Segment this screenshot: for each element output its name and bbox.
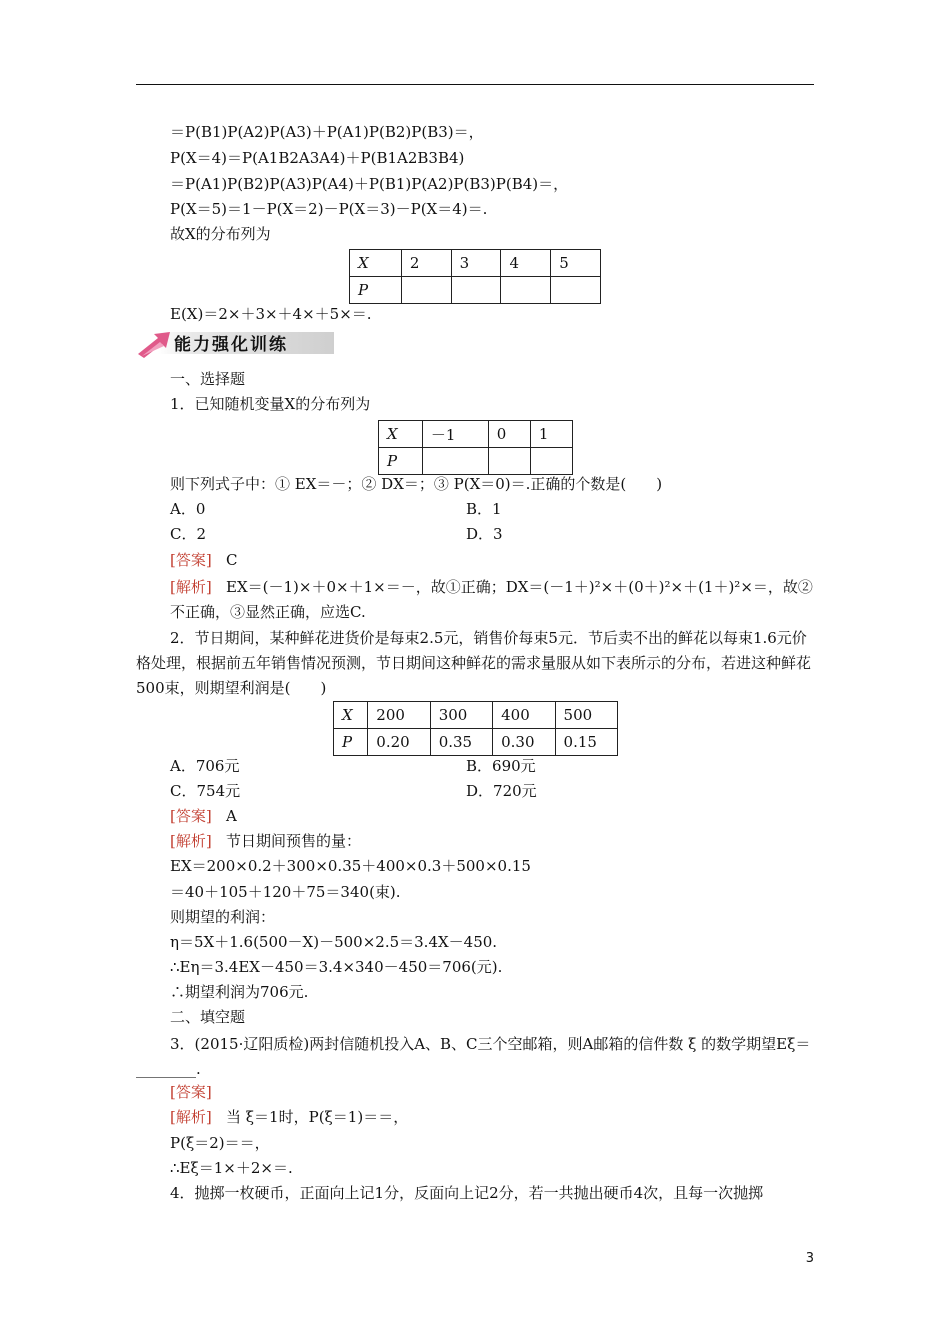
text-line: P(X＝5)＝1－P(X＝2)－P(X＝3)－P(X＝4)＝.: [170, 200, 488, 218]
table-cell: 0.30: [493, 729, 555, 756]
text-line: P(X＝4)＝P(A1B2A3A4)＋P(B1A2B3B4): [170, 149, 465, 167]
table-cell: [488, 448, 530, 475]
distribution-table-1: [349, 249, 601, 304]
analysis-line: ∴Eη＝3.4EX－450＝3.4×340－450＝706(元).: [170, 958, 503, 976]
analysis-line: [170, 831, 361, 851]
distribution-table-q1: [378, 420, 573, 475]
analysis-line: 则期望的利润：: [170, 908, 276, 926]
table-cell: 0.35: [430, 729, 492, 756]
answer-line: [170, 1082, 212, 1102]
question-1-stem: 1．已知随机变量X的分布列为: [170, 395, 371, 413]
table-cell: 400: [493, 702, 555, 729]
analysis-text: 节日期间预售的量：: [226, 832, 362, 850]
table-cell: 3: [451, 250, 501, 277]
option-a: A．0: [170, 500, 206, 518]
analysis-tag: [解析]: [170, 1108, 212, 1126]
question-3-stem: 3．(2015·辽阳质检)两封信随机投入A、B、C三个空邮箱，则A邮箱的信件数 ξ 的数学期望Eξ＝________.: [136, 1035, 811, 1078]
table-cell: P: [379, 448, 423, 475]
analysis-tag: [解析]: [170, 578, 212, 596]
option-a: A．706元: [170, 757, 240, 775]
option-d: D．3: [466, 525, 503, 543]
page-number: 3: [805, 1251, 814, 1266]
text-line: ＝P(A1)P(B2)P(A3)P(A4)＋P(B1)P(A2)P(B3)P(B4)＝，: [170, 175, 569, 193]
option-c: C．2: [170, 525, 207, 543]
table-cell: 5: [551, 250, 601, 277]
answer-line: [170, 550, 238, 570]
answer-value: A: [226, 807, 237, 825]
table-cell: X: [334, 702, 368, 729]
analysis-line: ＝40＋105＋120＋75＝340(束).: [170, 883, 401, 901]
table-cell: [401, 277, 451, 304]
table-cell: X: [350, 250, 402, 277]
analysis-line: η＝5X＋1.6(500－X)－500×2.5＝3.4X－450.: [170, 933, 498, 951]
option-c: C．754元: [170, 782, 241, 800]
answer-tag: [答案]: [170, 551, 212, 569]
analysis-text: EX＝(－1)×＋0×＋1×＝－，故①正确；DX＝(－1＋)²×＋(0＋)²×＋(1＋)²×＝，故②不正确，③显然正确，应选C.: [170, 578, 813, 621]
table-cell: [530, 448, 572, 475]
answer-value: C: [226, 551, 238, 569]
table-cell: [501, 277, 551, 304]
option-b: B．690元: [466, 757, 536, 775]
analysis-line: ∴Eξ＝1×＋2×＝.: [170, 1159, 293, 1177]
analysis-line: [170, 1107, 408, 1127]
table-cell: [422, 448, 488, 475]
table-cell: 4: [501, 250, 551, 277]
table-cell: 500: [555, 702, 617, 729]
table-cell: [551, 277, 601, 304]
table-cell: －1: [422, 421, 488, 448]
table-cell: X: [379, 421, 423, 448]
analysis-line: P(ξ＝2)＝＝，: [170, 1134, 270, 1152]
header-rule: [136, 84, 814, 85]
expectation-line: E(X)＝2×＋3×＋4×＋5×＝.: [170, 305, 372, 323]
arrow-icon: [136, 328, 176, 360]
text-line: ＝P(B1)P(A2)P(A3)＋P(A1)P(B2)P(B3)＝，: [170, 123, 484, 141]
analysis-line: ∴期望利润为706元.: [170, 983, 309, 1001]
analysis-block: [170, 575, 814, 625]
table-cell: 0.20: [368, 729, 430, 756]
answer-line: [170, 806, 237, 826]
section-banner: [136, 328, 336, 360]
table-cell: 0: [488, 421, 530, 448]
distribution-table-q2: [333, 701, 618, 756]
table-cell: 0.15: [555, 729, 617, 756]
question-4-stem: 4．抛掷一枚硬币，正面向上记1分，反面向上记2分，若一共抛出硬币4次，且每一次抛掷: [170, 1184, 764, 1202]
question-1-line: 则下列式子中：① EX＝－；② DX＝；③ P(X＝0)＝.正确的个数是( ): [170, 475, 663, 493]
table-cell: 200: [368, 702, 430, 729]
question-2-stem: 2．节日期间，某种鲜花进货价是每束2.5元，销售价每束5元．节后卖不出的鲜花以每束1.6元价格处理，根据前五年销售情况预测，节日期间这种鲜花的需求量服从如下表所示的分布，若进这种鲜花500束，则期望利润是( ): [136, 629, 812, 697]
table-cell: P: [334, 729, 368, 756]
table-cell: [451, 277, 501, 304]
option-d: D．720元: [466, 782, 537, 800]
banner-title: 能力强化训练: [174, 335, 288, 355]
text-line: 故X的分布列为: [170, 225, 271, 243]
table-cell: P: [350, 277, 402, 304]
analysis-text: 当 ξ＝1时，P(ξ＝1)＝＝，: [226, 1108, 409, 1126]
section-heading: 一、选择题: [170, 370, 246, 388]
section-heading: 二、填空题: [170, 1008, 246, 1026]
analysis-tag: [解析]: [170, 832, 212, 850]
table-cell: 300: [430, 702, 492, 729]
analysis-line: EX＝200×0.2＋300×0.35＋400×0.3＋500×0.15: [170, 857, 531, 875]
table-cell: 2: [401, 250, 451, 277]
table-cell: 1: [530, 421, 572, 448]
answer-tag: [答案]: [170, 807, 212, 825]
answer-tag: [答案]: [170, 1083, 212, 1101]
option-b: B．1: [466, 500, 502, 518]
